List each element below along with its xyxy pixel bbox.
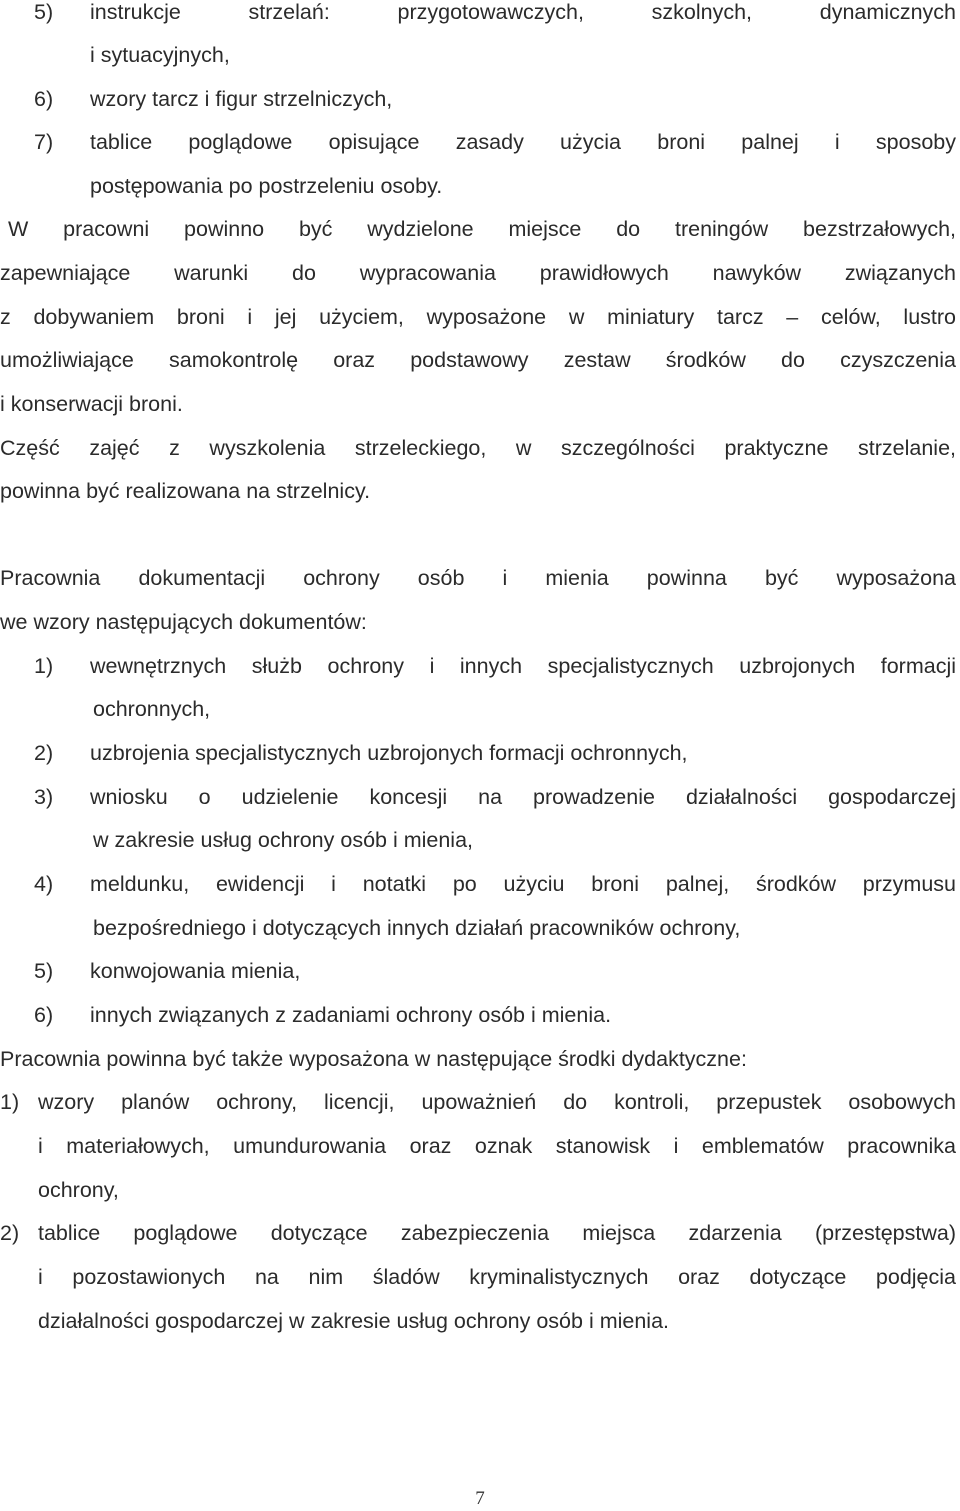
item-number: 4) xyxy=(34,872,54,896)
item-text: działalności gospodarczej w zakresie usług ochrony osób i mienia. xyxy=(38,1309,669,1333)
item-number: 5) xyxy=(34,959,54,983)
item-text: ochronnych, xyxy=(93,697,211,721)
item-text: tablice poglądowe dotyczące zabezpieczenia miejsca zdarzenia (przestępstwa) xyxy=(38,1221,956,1245)
item-number: 2) xyxy=(34,741,54,765)
item-text: wzory tarcz i figur strzelniczych, xyxy=(90,87,393,111)
item-number: 3) xyxy=(34,785,54,809)
item-text: wewnętrznych służb ochrony i innych specjalistycznych uzbrojonych formacji xyxy=(90,654,956,678)
item-number: 6) xyxy=(34,87,54,111)
paragraph-line: Pracownia dokumentacji ochrony osób i mienia powinna być wyposażona xyxy=(0,566,956,590)
item-number: 5) xyxy=(34,0,54,24)
paragraph-line: i konserwacji broni. xyxy=(0,392,183,416)
paragraph-line: z dobywaniem broni i jej użyciem, wyposażone w miniatury tarcz – celów, lustro xyxy=(0,305,956,329)
item-text: i pozostawionych na nim śladów kryminalistycznych oraz dotyczące podjęcia xyxy=(38,1265,956,1289)
item-text: konwojowania mienia, xyxy=(90,959,301,983)
item-text: i sytuacyjnych, xyxy=(90,43,230,67)
item-text: ochrony, xyxy=(38,1178,119,1202)
item-text: meldunku, ewidencji i notatki po użyciu broni palnej, środków przymusu xyxy=(90,872,956,896)
paragraph-line: Część zajęć z wyszkolenia strzeleckiego, w szczególności praktyczne strzelanie, xyxy=(0,436,956,460)
paragraph-line: zapewniające warunki do wypracowania prawidłowych nawyków związanych xyxy=(0,261,956,285)
paragraph-line: powinna być realizowana na strzelnicy. xyxy=(0,479,371,503)
paragraph-line: W pracowni powinno być wydzielone miejsce do treningów bezstrzałowych, xyxy=(8,217,956,241)
paragraph-line: we wzory następujących dokumentów: xyxy=(0,610,367,634)
item-text: innych związanych z zadaniami ochrony osób i mienia. xyxy=(90,1003,612,1027)
item-text: uzbrojenia specjalistycznych uzbrojonych formacji ochronnych, xyxy=(90,741,688,765)
item-text: wzory planów ochrony, licencji, upoważnień do kontroli, przepustek osobowych xyxy=(38,1090,956,1114)
item-text: wniosku o udzielenie koncesji na prowadzenie działalności gospodarczej xyxy=(90,785,956,809)
item-text: i materiałowych, umundurowania oraz oznak stanowisk i emblematów pracownika xyxy=(38,1134,956,1158)
paragraph-line: umożliwiające samokontrolę oraz podstawowy zestaw środków do czyszczenia xyxy=(0,348,956,372)
item-text: postępowania po postrzeleniu osoby. xyxy=(90,174,443,198)
item-number: 1) xyxy=(34,654,54,678)
item-text: tablice poglądowe opisujące zasady użycia broni palnej i sposoby xyxy=(90,130,956,154)
item-number: 7) xyxy=(34,130,54,154)
paragraph-srodki: Pracownia powinna być także wyposażona w następujące środki dydaktyczne: xyxy=(0,1047,747,1071)
item-text: bezpośredniego i dotyczących innych działań pracowników ochrony, xyxy=(93,916,741,940)
item-text: w zakresie usług ochrony osób i mienia, xyxy=(93,828,474,852)
page-number: 7 xyxy=(475,1488,485,1509)
item-number: 1) xyxy=(0,1090,20,1114)
item-number: 6) xyxy=(34,1003,54,1027)
item-text: instrukcje strzelań: przygotowawczych, szkolnych, dynamicznych xyxy=(90,0,956,24)
item-number: 2) xyxy=(0,1221,20,1245)
